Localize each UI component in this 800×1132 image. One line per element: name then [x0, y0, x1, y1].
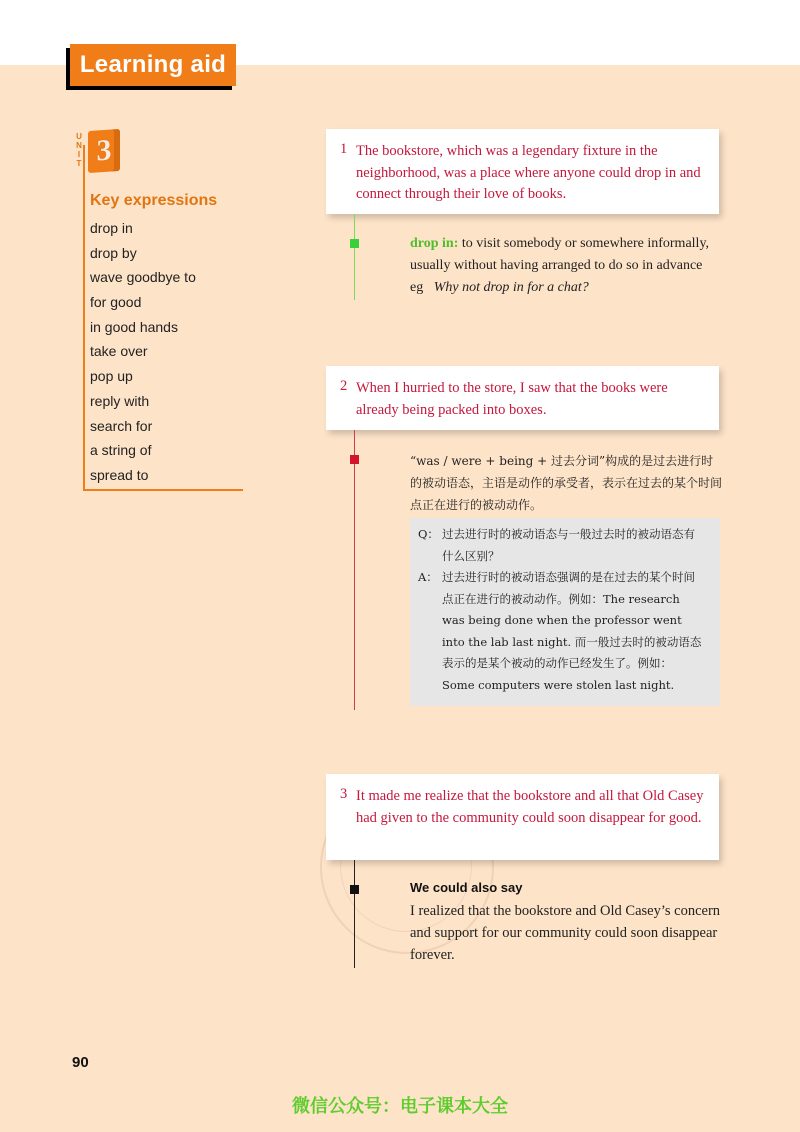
left-rule	[83, 145, 85, 490]
note-term: drop in:	[410, 236, 459, 251]
note-eg-label: eg	[410, 280, 424, 295]
header-title: Learning aid	[79, 51, 227, 78]
green-square-marker	[350, 239, 359, 248]
sentence-text: It made me realize that the bookstore and all that Old Casey had given to the community could soon disappear for good.	[356, 788, 704, 826]
left-rule-bottom	[83, 489, 243, 491]
grammar-note: “was / were + being + 过去分词”构成的是过去进行时的被动语态，主语是动作的承受者，表示在过去的某个时间点正在进行的被动动作。	[410, 454, 723, 512]
sentence-card-3	[326, 774, 719, 860]
question-label: Q：	[418, 527, 439, 541]
unit-label: U N I T	[76, 132, 82, 168]
sentence-text: The bookstore, which was a legendary fixture in the neighborhood, was a place where anyone could drop in and connect through their love of books.	[356, 143, 701, 202]
sentence-number: 2	[340, 378, 348, 394]
key-expressions-list	[90, 216, 196, 488]
sentence-card-2	[326, 366, 719, 430]
sentence-number: 3	[340, 786, 348, 802]
key-expression-item: drop by	[90, 244, 137, 261]
question-text: 过去进行时的被动语态与一般过去时的被动语态有什么区别？	[442, 527, 695, 563]
key-expression-item: take over	[90, 343, 148, 360]
answer-row	[418, 567, 704, 696]
key-expression-item: for good	[90, 294, 142, 311]
connector-line-3	[354, 860, 355, 968]
key-expression-item: drop in	[90, 220, 133, 236]
unit-number: 3	[96, 133, 112, 168]
unit-badge	[88, 129, 120, 173]
page-number: 90	[72, 1054, 89, 1071]
qa-box	[410, 518, 720, 706]
sentence-card-1	[326, 129, 719, 214]
answer-label: A：	[418, 570, 438, 584]
connector-line-1	[354, 214, 355, 300]
key-expression-item: in good hands	[90, 318, 178, 335]
answer-text: 过去进行时的被动语态强调的是在过去的某个时间点正在进行的被动动作。例如：The research was being done when the professor went into the lab last night. 而一般过去时的被动语态表示的是某个被动的动作已经发生了。例如：Some computers were stolen last night.	[442, 570, 702, 692]
key-expressions-title: Key expressions	[90, 192, 218, 209]
sentence-number: 1	[340, 141, 348, 157]
key-expression-item: reply with	[90, 392, 150, 409]
connector-line-2	[354, 430, 355, 710]
key-expression-item: a string of	[90, 442, 152, 459]
note-example: Why not drop in for a chat?	[433, 280, 589, 295]
sentence-text: When I hurried to the store, I saw that the books were already being packed into boxes.	[356, 380, 668, 418]
key-expression-item: pop up	[90, 368, 133, 385]
note-definition: to visit somebody or somewhere informally, usually without having arranged to do so in advance	[410, 236, 710, 273]
footer-watermark: 微信公众号：电子课本大全	[292, 1096, 508, 1117]
question-row	[418, 524, 704, 567]
also-say-title: We could also say	[410, 880, 523, 895]
learning-aid-header	[70, 44, 236, 86]
also-say-text: I realized that the bookstore and Old Casey’s concern and support for our community could soon disappear forever.	[410, 903, 721, 963]
key-expression-item: spread to	[90, 466, 149, 483]
black-square-marker	[350, 885, 359, 894]
note-drop-in	[410, 233, 725, 299]
red-square-marker	[350, 455, 359, 464]
key-expression-item: wave goodbye to	[90, 269, 196, 286]
key-expression-item: search for	[90, 417, 153, 434]
